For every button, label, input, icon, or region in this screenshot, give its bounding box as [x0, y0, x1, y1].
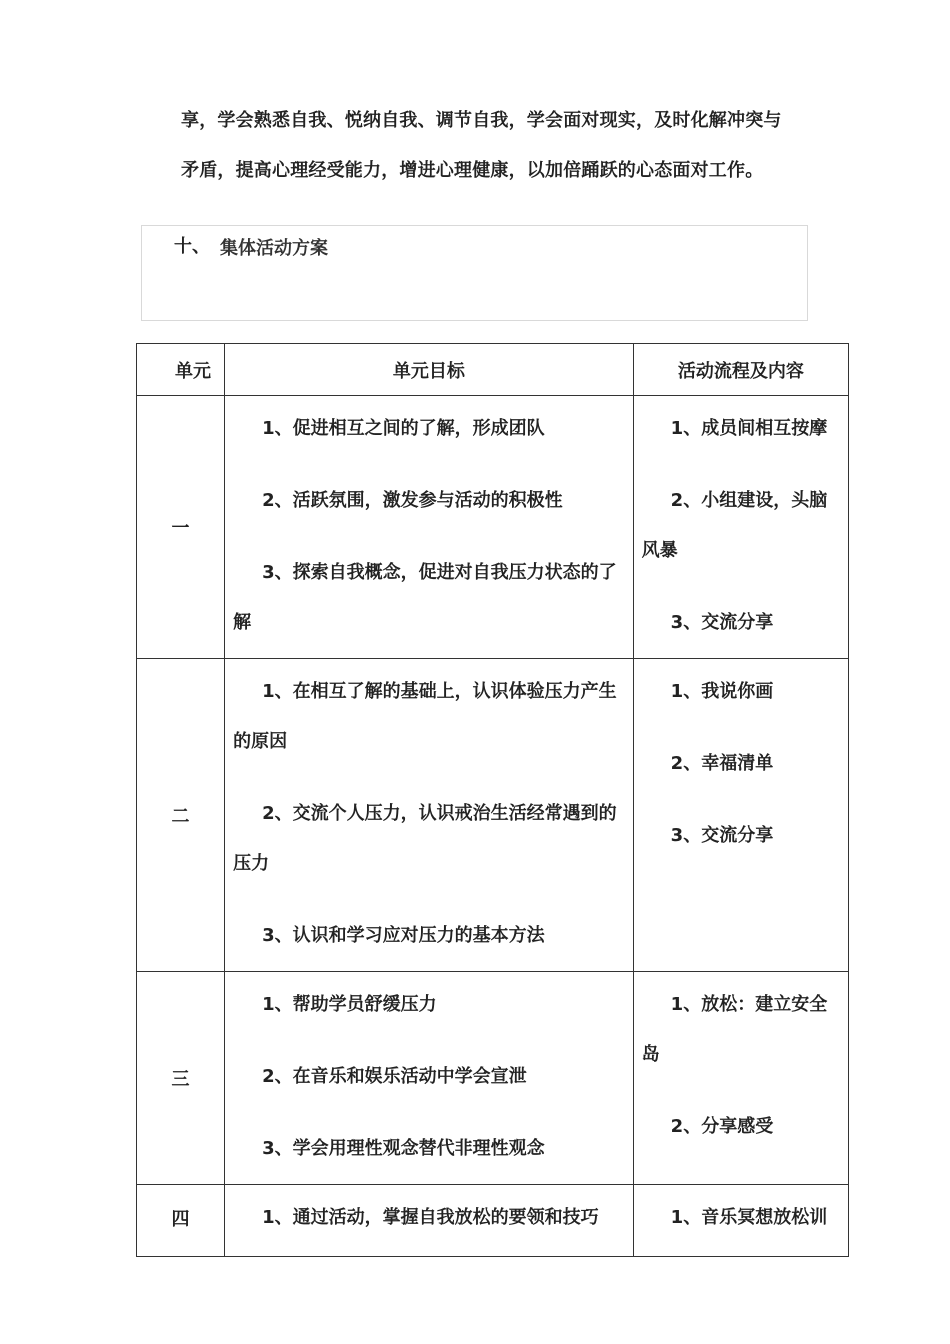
- goal-item: 2、在音乐和娱乐活动中学会宣泄: [262, 1066, 527, 1087]
- activity-item: 1、放松：建立安全岛: [641, 994, 828, 1065]
- goal-item: 3、学会用理性观念替代非理性观念: [262, 1138, 545, 1159]
- goal-item: 2、活跃氛围，激发参与活动的积极性: [262, 490, 563, 511]
- table-row: [137, 659, 849, 972]
- goal-item: 1、帮助学员舒缓压力: [262, 994, 437, 1015]
- activities-cell: [633, 396, 848, 659]
- unit-cell: 二: [137, 659, 225, 972]
- header-unit: 单元: [137, 344, 225, 396]
- activity-plan-table: [136, 343, 849, 1257]
- table-row: [137, 972, 849, 1185]
- goal-item: 2、交流个人压力，认识戒治生活经常遇到的压力: [233, 803, 617, 874]
- goals-cell: [225, 659, 634, 972]
- activity-item: 2、幸福清单: [670, 753, 774, 774]
- unit-cell: 三: [137, 972, 225, 1185]
- intro-line-1: 享，学会熟悉自我、悦纳自我、调节自我，学会面对现实，及时化解冲突与: [181, 110, 782, 131]
- activities-cell: [633, 972, 848, 1185]
- section-heading-box: [141, 225, 808, 321]
- goal-item: 1、在相互了解的基础上，认识体验压力产生的原因: [233, 681, 617, 752]
- activities-cell: [633, 1185, 848, 1257]
- goals-cell: [225, 1185, 634, 1257]
- activity-item: 1、我说你画: [670, 681, 774, 702]
- activity-item: 1、成员间相互按摩: [670, 418, 828, 439]
- goals-cell: [225, 396, 634, 659]
- goal-item: 1、通过活动，掌握自我放松的要领和技巧: [262, 1207, 599, 1228]
- activity-item: 3、交流分享: [670, 825, 774, 846]
- header-goal: 单元目标: [225, 344, 634, 396]
- table-row: [137, 396, 849, 659]
- header-activities: 活动流程及内容: [633, 344, 848, 396]
- goal-item: 3、探索自我概念，促进对自我压力状态的了解: [233, 562, 617, 633]
- table-row: [137, 1185, 849, 1257]
- goals-cell: [225, 972, 634, 1185]
- table-header-row: [137, 344, 849, 396]
- section-title: 集体活动方案: [220, 238, 328, 259]
- activity-item: 1、音乐冥想放松训: [670, 1207, 828, 1228]
- goal-item: 3、认识和学习应对压力的基本方法: [262, 925, 545, 946]
- unit-cell: 四: [137, 1185, 225, 1257]
- activity-item: 2、分享感受: [670, 1116, 774, 1137]
- goal-item: 1、促进相互之间的了解，形成团队: [262, 418, 545, 439]
- section-number: 十、: [174, 236, 210, 257]
- activities-cell: [633, 659, 848, 972]
- unit-cell: 一: [137, 396, 225, 659]
- intro-line-2: 矛盾，提高心理经受能力，增进心理健康，以加倍踊跃的心态面对工作。: [181, 160, 764, 181]
- activity-item: 3、交流分享: [670, 612, 774, 633]
- activity-item: 2、小组建设，头脑风暴: [641, 490, 828, 561]
